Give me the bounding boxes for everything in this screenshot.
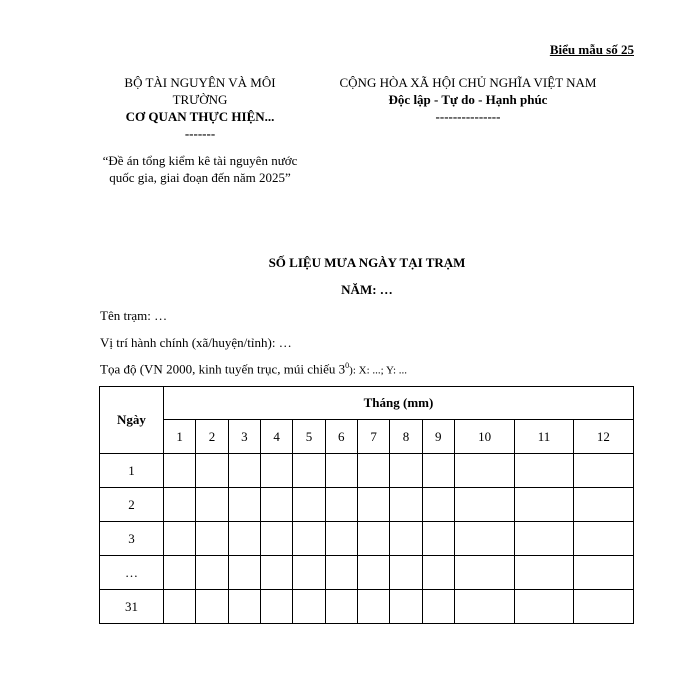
right-header	[312, 74, 624, 125]
left-header	[100, 74, 300, 186]
right-divider: ---------------	[435, 109, 501, 124]
rainfall-cell[interactable]	[515, 488, 573, 522]
coordinates-suffix: ): X: ...; Y: ...	[349, 364, 408, 377]
day-label: 1	[100, 454, 164, 488]
day-label: 3	[100, 522, 164, 556]
rainfall-cell[interactable]	[573, 556, 633, 590]
rainfall-cell[interactable]	[573, 590, 633, 624]
month-header-9: 9	[422, 420, 454, 454]
rainfall-cell[interactable]	[293, 522, 325, 556]
rainfall-cell[interactable]	[454, 488, 514, 522]
rainfall-cell[interactable]	[515, 556, 573, 590]
rainfall-cell[interactable]	[228, 556, 260, 590]
table-row	[100, 488, 634, 522]
rainfall-cell[interactable]	[196, 522, 228, 556]
rainfall-cell[interactable]	[325, 454, 357, 488]
day-label: …	[100, 556, 164, 590]
month-header-5: 5	[293, 420, 325, 454]
rainfall-cell[interactable]	[325, 522, 357, 556]
rainfall-cell[interactable]	[357, 556, 389, 590]
rainfall-cell[interactable]	[293, 590, 325, 624]
rainfall-cell[interactable]	[390, 454, 422, 488]
rainfall-cell[interactable]	[454, 454, 514, 488]
month-header-6: 6	[325, 420, 357, 454]
rainfall-cell[interactable]	[515, 454, 573, 488]
rainfall-cell[interactable]	[573, 522, 633, 556]
document-title: SỐ LIỆU MƯA NGÀY TẠI TRẠM	[268, 255, 466, 270]
rainfall-cell[interactable]	[260, 590, 292, 624]
agency-name: CƠ QUAN THỰC HIỆN...	[125, 109, 275, 124]
day-column-header: Ngày	[100, 387, 164, 454]
rainfall-cell[interactable]	[454, 590, 514, 624]
table-row	[100, 522, 634, 556]
project-name: “Đề án tổng kiểm kê tài nguyên nước quốc gia, giai đoạn đến năm 2025”	[102, 153, 298, 185]
rainfall-cell[interactable]	[515, 590, 573, 624]
table-row	[100, 556, 634, 590]
rainfall-cell[interactable]	[293, 556, 325, 590]
month-header-11: 11	[515, 420, 573, 454]
rainfall-table	[99, 386, 634, 624]
rainfall-cell[interactable]	[390, 556, 422, 590]
month-header-7: 7	[357, 420, 389, 454]
month-header-3: 3	[228, 420, 260, 454]
rainfall-cell[interactable]	[325, 556, 357, 590]
rainfall-cell[interactable]	[164, 454, 196, 488]
rainfall-cell[interactable]	[325, 590, 357, 624]
rainfall-cell[interactable]	[422, 556, 454, 590]
rainfall-cell[interactable]	[260, 488, 292, 522]
location-field: Vị trí hành chính (xã/huyện/tỉnh): …	[100, 335, 292, 350]
rainfall-cell[interactable]	[196, 454, 228, 488]
month-header-2: 2	[196, 420, 228, 454]
rainfall-cell[interactable]	[228, 590, 260, 624]
station-name-field: Tên trạm: …	[100, 308, 168, 323]
rainfall-cell[interactable]	[260, 522, 292, 556]
month-header-4: 4	[260, 420, 292, 454]
rainfall-cell[interactable]	[293, 454, 325, 488]
rainfall-cell[interactable]	[325, 488, 357, 522]
table-row	[100, 454, 634, 488]
rainfall-cell[interactable]	[293, 488, 325, 522]
month-header-12: 12	[573, 420, 633, 454]
day-label: 31	[100, 590, 164, 624]
ministry-name: BỘ TÀI NGUYÊN VÀ MÔI TRƯỜNG	[124, 75, 276, 107]
rainfall-cell[interactable]	[390, 590, 422, 624]
rainfall-cell[interactable]	[228, 488, 260, 522]
rainfall-cell[interactable]	[422, 522, 454, 556]
rainfall-cell[interactable]	[260, 454, 292, 488]
rainfall-cell[interactable]	[196, 556, 228, 590]
rainfall-cell[interactable]	[515, 522, 573, 556]
rainfall-cell[interactable]	[357, 590, 389, 624]
month-header-10: 10	[454, 420, 514, 454]
coordinates-prefix: Tọa độ (VN 2000, kinh tuyến trục, múi chiếu 3	[100, 361, 346, 377]
rainfall-cell[interactable]	[573, 488, 633, 522]
coordinates-degree: 0	[345, 361, 350, 370]
rainfall-cell[interactable]	[164, 556, 196, 590]
month-header-1: 1	[164, 420, 196, 454]
rainfall-cell[interactable]	[573, 454, 633, 488]
rainfall-cell[interactable]	[422, 454, 454, 488]
left-divider: -------	[184, 126, 216, 141]
rainfall-cell[interactable]	[390, 488, 422, 522]
rainfall-cell[interactable]	[422, 488, 454, 522]
rainfall-cell[interactable]	[390, 522, 422, 556]
rainfall-cell[interactable]	[260, 556, 292, 590]
form-number: Biểu mẫu số 25	[549, 42, 634, 57]
year-line: NĂM: …	[341, 282, 393, 297]
rainfall-cell[interactable]	[454, 522, 514, 556]
rainfall-cell[interactable]	[164, 522, 196, 556]
rainfall-cell[interactable]	[454, 556, 514, 590]
national-motto: Độc lập - Tự do - Hạnh phúc	[388, 92, 548, 107]
rainfall-cell[interactable]	[357, 454, 389, 488]
table-row	[100, 590, 634, 624]
coordinates-field	[100, 361, 407, 377]
rainfall-cell[interactable]	[196, 488, 228, 522]
day-label: 2	[100, 488, 164, 522]
rainfall-cell[interactable]	[164, 590, 196, 624]
rainfall-cell[interactable]	[357, 488, 389, 522]
rainfall-cell[interactable]	[228, 454, 260, 488]
rainfall-cell[interactable]	[422, 590, 454, 624]
month-header-8: 8	[390, 420, 422, 454]
month-group-header: Tháng (mm)	[164, 387, 634, 420]
rainfall-cell[interactable]	[196, 590, 228, 624]
rainfall-cell[interactable]	[164, 488, 196, 522]
rainfall-cell[interactable]	[357, 522, 389, 556]
rainfall-cell[interactable]	[228, 522, 260, 556]
country-name: CỘNG HÒA XÃ HỘI CHỦ NGHĨA VIỆT NAM	[339, 75, 597, 90]
